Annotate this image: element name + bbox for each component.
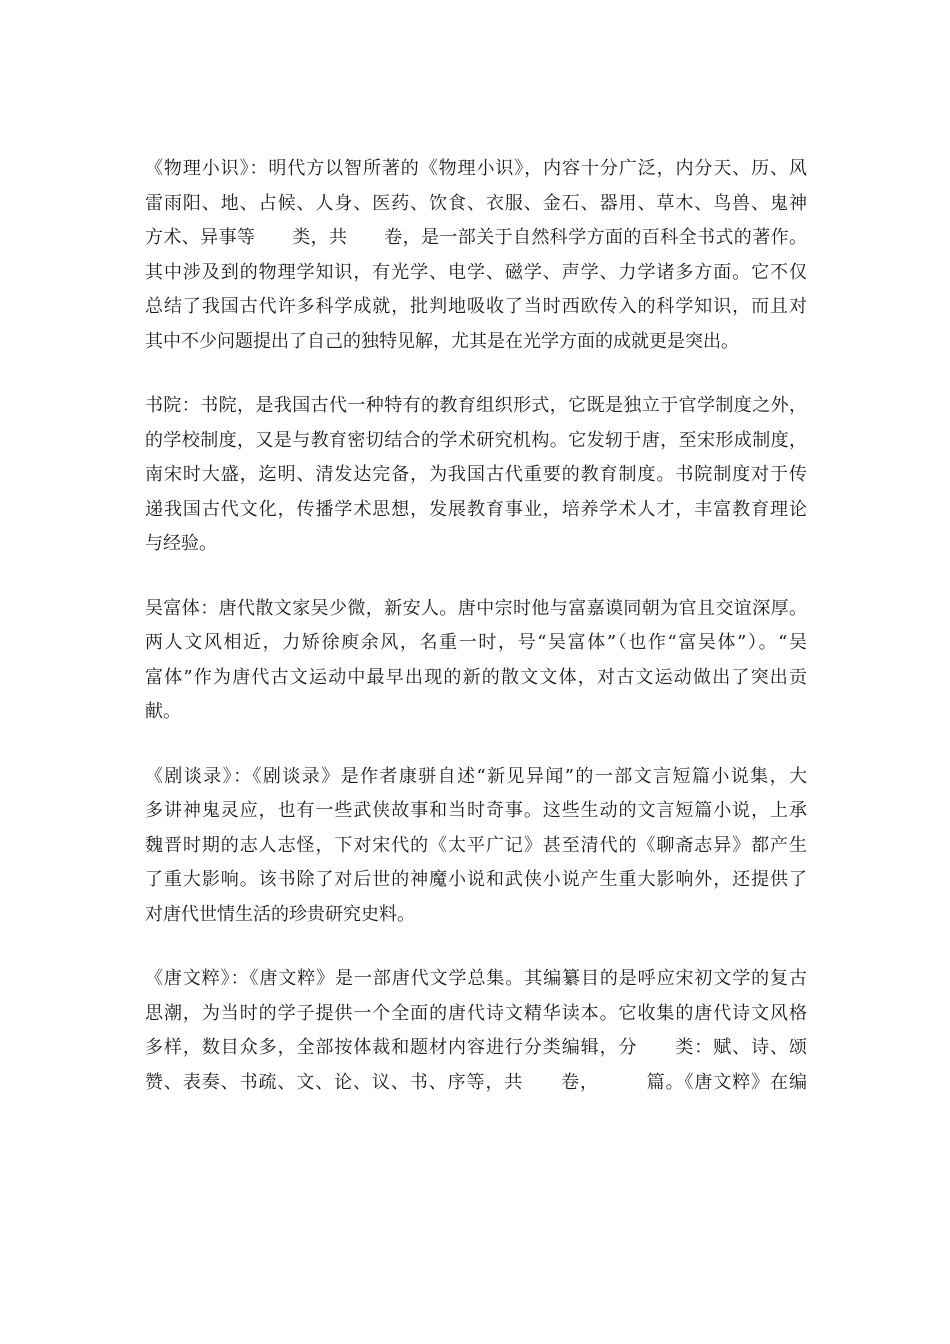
text-line: 《剧谈录》：《剧谈录》是作者康骈自述“新见异闻”的一部文言短篇小说集，大 [145,765,807,787]
text-line: 两人文风相近，力矫徐庾余风，名重一时，号“吴富体”（也作“富吴体”）。“吴 [145,632,807,653]
text-line: 书院：书院，是我国古代一种特有的教育组织形式，它既是独立于官学制度之外， [145,395,807,416]
text-line: 富体”作为唐代古文运动中最早出现的新的散文文体，对古文运动做出了突出贡 [145,666,807,688]
paragraph-jutanlu [145,760,807,933]
text-line: 与经验。 [145,533,217,554]
text-line: 多样，数目众多，全部按体裁和题材内容进行分类编辑，分 类：赋、诗、颂 [145,1037,807,1058]
text-line: 的学校制度，又是与教育密切结合的学术研究机构。它发轫于唐，至宋形成制度， [145,429,807,451]
paragraph-wulixiaoshi [145,152,807,359]
paragraph-wufuti [145,592,807,730]
document-body [145,152,807,1130]
text-line: 思潮，为当时的学子提供一个全面的唐代诗文精华读本。它收集的唐代诗文风格 [145,1002,807,1024]
text-line: 南宋时大盛，迄明、清发达完备，为我国古代重要的教育制度。书院制度对于传 [145,464,807,485]
text-line: 赞、表奏、书疏、文、论、议、书、序等，共 卷， 篇。《唐文粹》在编 [145,1071,807,1093]
text-line: 献。 [145,701,181,722]
text-line: 递我国古代文化，传播学术思想，发展教育事业，培养学术人才，丰富教育理论 [145,498,807,520]
text-line: 雷雨阳、地、占候、人身、医药、饮食、衣服、金石、器用、草木、鸟兽、鬼神 [145,192,807,214]
text-line: 对唐代世情生活的珍贵研究史料。 [145,903,415,925]
text-line: 魏晋时期的志人志怪，下对宋代的《太平广记》甚至清代的《聊斋志异》都产生 [145,834,807,856]
paragraph-tangwencui [145,962,807,1100]
paragraph-shuyuan [145,389,807,562]
text-line: 方术、异事等 类，共 卷，是一部关于自然科学方面的百科全书式的著作。 [145,227,807,248]
text-line: 《唐文粹》：《唐文粹》是一部唐代文学总集。其编纂目的是呼应宋初文学的复古 [145,968,807,989]
text-line: 多讲神鬼灵应，也有一些武侠故事和当时奇事。这些生动的文言短篇小说，上承 [145,800,807,821]
text-line: 《物理小识》：明代方以智所著的《物理小识》，内容十分广泛，内分天、历、风 [145,158,807,179]
text-line: 其中涉及到的物理学知识，有光学、电学、磁学、声学、力学诸多方面。它不仅 [145,261,807,283]
text-line: 了重大影响。该书除了对后世的神魔小说和武侠小说产生重大影响外，还提供了 [145,869,807,890]
text-line: 总结了我国古代许多科学成就，批判地吸收了当时西欧传入的科学知识，而且对 [145,296,807,317]
text-line: 其中不少问题提出了自己的独特见解，尤其是在光学方面的成就更是突出。 [145,330,739,352]
text-line: 吴富体：唐代散文家吴少微，新安人。唐中宗时他与富嘉谟同朝为官且交谊深厚。 [145,597,807,619]
